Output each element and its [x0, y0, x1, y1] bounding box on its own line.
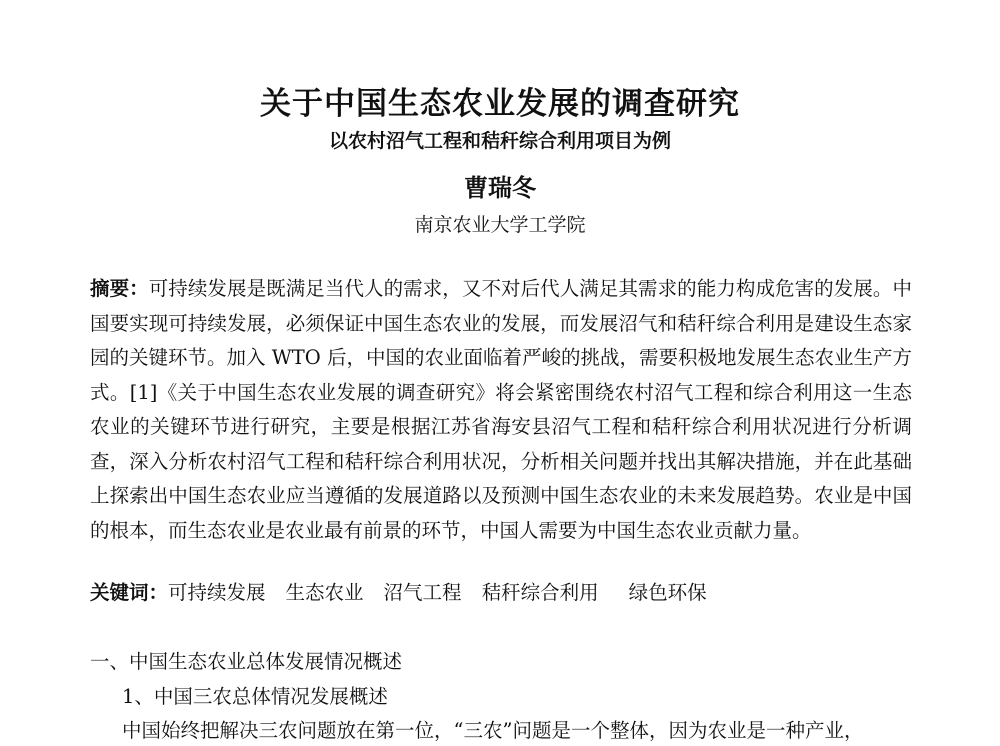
keywords-line — [90, 578, 912, 608]
section-heading-1: 一、中国生态农业总体发展情况概述 — [90, 650, 403, 673]
keyword-item: 可持续发展 — [168, 581, 266, 604]
keywords-label: 关键词： — [90, 581, 169, 604]
abstract-paragraph — [90, 272, 912, 548]
keyword-item: 绿色环保 — [628, 581, 707, 604]
body-paragraph-start: 中国始终把解决三农问题放在第一位，“三农”问题是一个整体，因为农业是一种产业， — [122, 719, 864, 742]
abstract-label: 摘要： — [90, 277, 149, 300]
author-affiliation: 南京农业大学工学院 — [414, 214, 586, 236]
keyword-item: 秸秆综合利用 — [481, 581, 599, 604]
keyword-item: 沼气工程 — [383, 581, 462, 604]
author-name: 曹瑞冬 — [464, 174, 536, 202]
paper-subtitle: 以农村沼气工程和秸秆综合利用项目为例 — [328, 130, 671, 152]
abstract-text: 可持续发展是既满足当代人的需求，又不对后代人满足其需求的能力构成危害的发展。中国要实现可持续发展，必须保证中国生态农业的发展，而发展沼气和秸秆综合利用是建设生态家园的关键环节。加入 WTO 后，中国的农业面临着严峻的挑战，需要积极地发展生态农业生产方式。[1]《关于中国生态农业发展的调查研究》将会紧密围绕农村沼气工程和综合利用这一生态农业的关键环节进行研究，主要是根据江苏省海安县沼气工程和秸秆综合利用状况进行分析调查，深入分析农村沼气工程和秸秆综合利用状况，分析相关问题并找出其解决措施，并在此基础上探索出中国生态农业应当遵循的发展道路以及预测中国生态农业的未来发展趋势。农业是中国的根本，而生态农业是农业最有前景的环节，中国人需要为中国生态农业贡献力量。 — [90, 277, 912, 542]
subsection-heading-1-1: 1、中国三农总体情况发展概述 — [122, 685, 388, 708]
paper-title: 关于中国生态农业发展的调查研究 — [260, 86, 740, 122]
keyword-item: 生态农业 — [285, 581, 364, 604]
